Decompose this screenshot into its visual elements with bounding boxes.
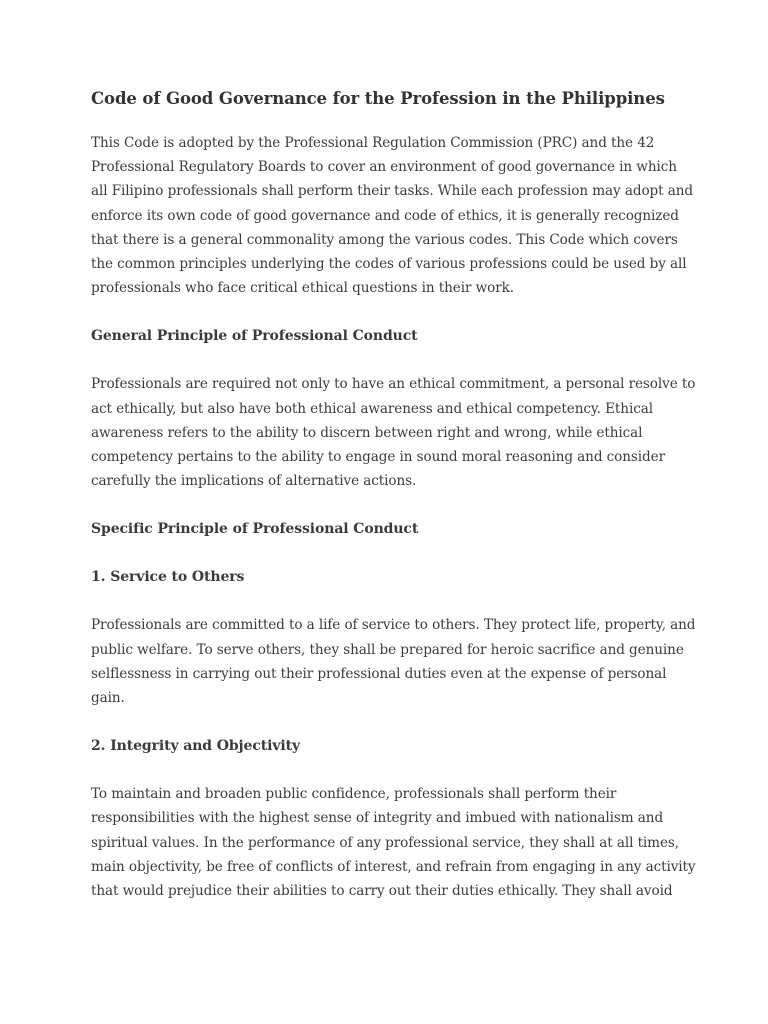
spacer [91,758,687,782]
spacer [91,589,687,613]
spacer [91,348,687,372]
paragraph-line: that there is a general commonality among the various codes. This Code which covers [91,231,678,248]
paragraph-line: public welfare. To serve others, they shall be prepared for heroic sacrifice and genuine [91,641,684,658]
paragraph-line: that would prejudice their abilities to carry out their duties ethically. They shall avoid [91,883,673,900]
general-principle-paragraph [91,372,696,493]
service-to-others-paragraph [91,613,696,710]
paragraph-line: Professional Regulatory Boards to cover an environment of good governance in which [91,159,677,176]
paragraph-line: all Filipino professionals shall perform their tasks. While each profession may adopt and [91,183,693,200]
integrity-objectivity-heading: 2. Integrity and Objectivity [91,738,300,755]
paragraph-line: Professionals are required not only to have an ethical commitment, a personal resolve to [91,376,696,393]
paragraph-line: spiritual values. In the performance of any professional service, they shall at all times, [91,834,680,851]
paragraph-line: gain. [91,690,125,707]
paragraph-line: Professionals are committed to a life of service to others. They protect life, property, and [91,617,696,634]
paragraph-line: competency pertains to the ability to engage in sound moral reasoning and consider [91,449,665,466]
paragraph-line: To maintain and broaden public confidence, professionals shall perform their [91,786,617,803]
general-principle-heading: General Principle of Professional Conduct [91,328,418,345]
paragraph-line: selflessness in carrying out their professional duties even at the expense of personal [91,665,667,682]
document-title: Code of Good Governance for the Profession in the Philippines [91,89,665,108]
integrity-objectivity-paragraph [91,782,696,903]
service-to-others-heading: 1. Service to Others [91,569,245,586]
paragraph-line: the common principles underlying the codes of various professions could be used by all [91,256,687,273]
paragraph-line: main objectivity, be free of conflicts of interest, and refrain from engaging in any activity [91,858,696,875]
paragraph-line: carefully the implications of alternative actions. [91,473,417,490]
spacer [91,300,687,324]
paragraph-line: This Code is adopted by the Professional Regulation Commission (PRC) and the 42 [91,135,655,151]
spacer [91,493,687,517]
paragraph-line: responsibilities with the highest sense of integrity and imbued with nationalism and [91,810,664,827]
specific-principle-heading: Specific Principle of Professional Conduct [91,521,419,538]
intro-paragraph [91,131,693,300]
spacer [91,710,687,734]
paragraph-line: act ethically, but also have both ethical awareness and ethical competency. Ethical [91,400,653,417]
paragraph-line: enforce its own code of good governance and code of ethics, it is generally recognized [91,207,679,224]
document-page [91,87,696,903]
paragraph-line: awareness refers to the ability to discern between right and wrong, while ethical [91,424,643,441]
spacer [91,541,687,565]
paragraph-line: professionals who face critical ethical questions in their work. [91,280,514,297]
